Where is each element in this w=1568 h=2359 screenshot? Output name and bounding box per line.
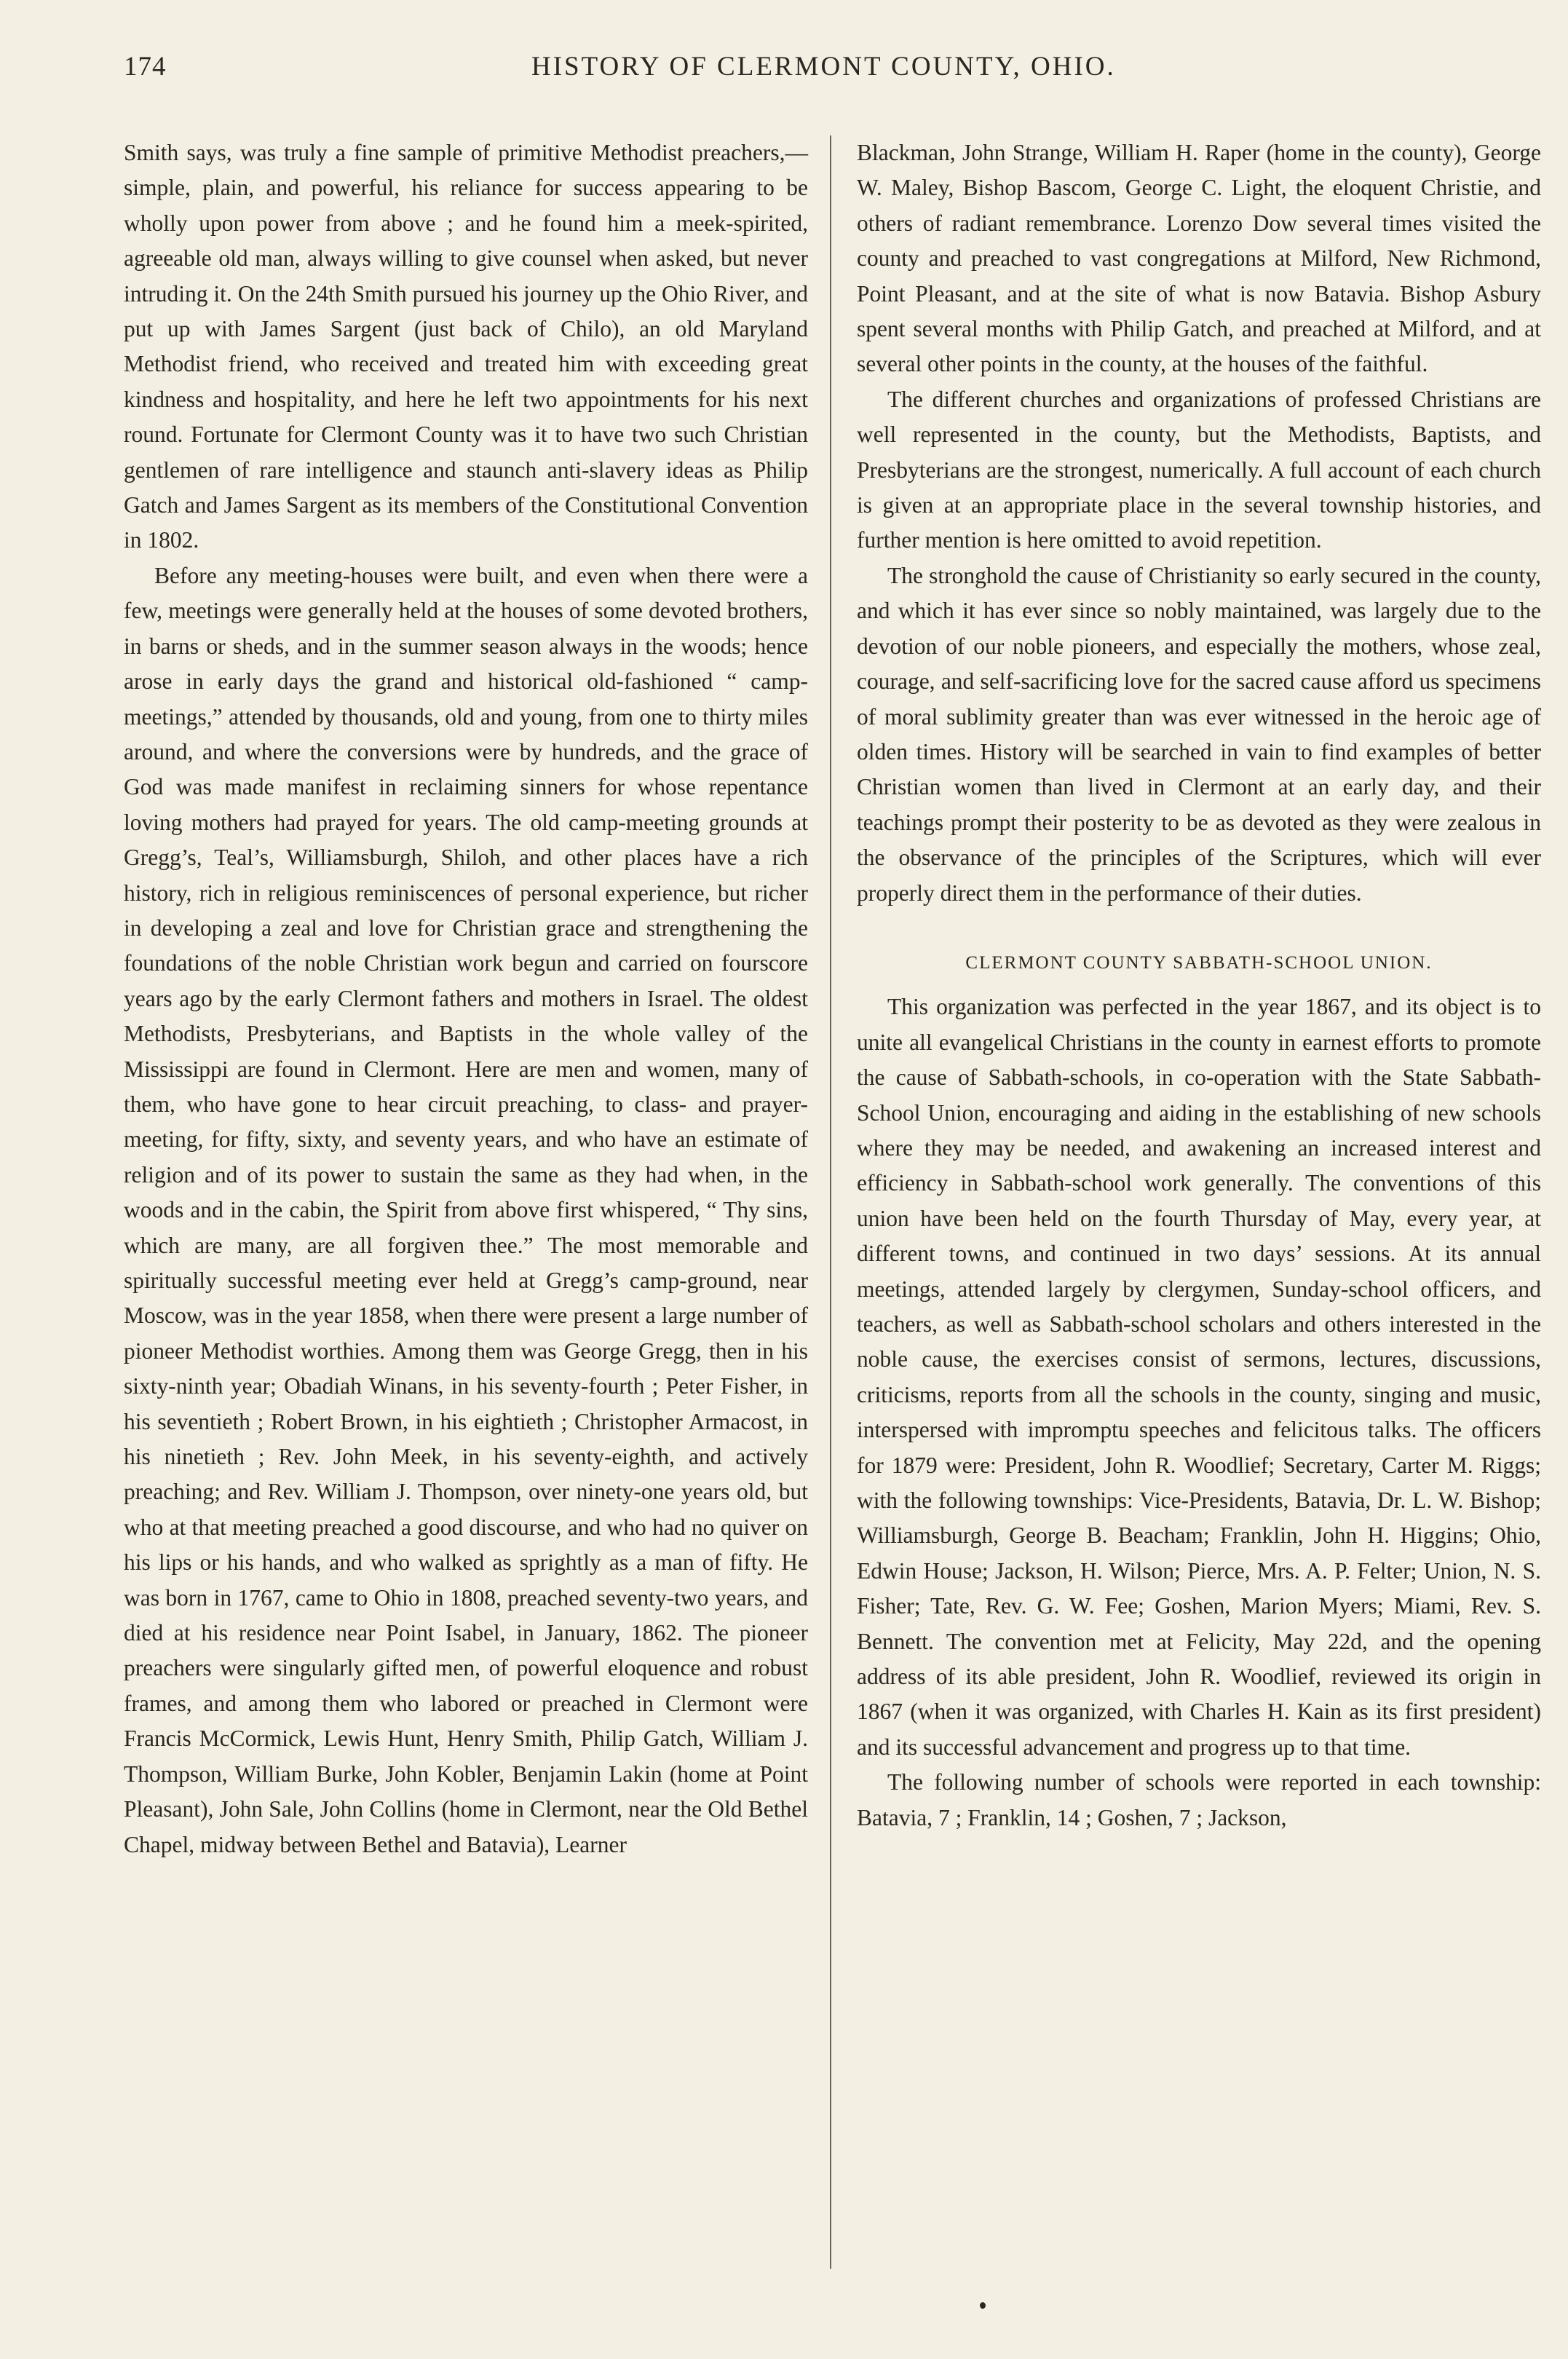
page-number: 174 [124, 52, 167, 82]
left-column [124, 135, 808, 1862]
section-paragraph-2: The following number of schools were reported in each township: Batavia, 7 ; Franklin, 14 ; Goshen, 7 ; Jackson, [857, 1769, 1541, 1830]
section-paragraph-1: This organization was perfected in the year 1867, and its object is to unite all evangelical Christians in the county in earnest efforts to promote the cause of Sabbath-schools, in co-operation with the State Sabbath-School Union, encouraging and aiding in the establishing of new schools where they may be needed, and awakening an increased interest and efficiency in Sabbath-school work generally. The conventions of this union have been held on the fourth Thursday of May, every year, at different towns, and continued in two days’ sessions. At its annual meetings, attended largely by clergymen, Sunday-school officers, and teachers, as well as Sabbath-school scholars and others interested in the noble cause, the exercises consist of sermons, lectures, discussions, criticisms, reports from all the schools in the county, singing and music, interspersed with impromptu speeches and felicitous talks. The officers for 1879 were: President, John R. Woodlief; Secretary, Carter M. Riggs; with the following townships: Vice-Presidents, Batavia, Dr. L. W. Bishop; Williamsburgh, George B. Beacham; Franklin, John H. Higgins; Ohio, Edwin House; Jackson, H. Wilson; Pierce, Mrs. A. P. Felter; Union, N. S. Fisher; Tate, Rev. G. W. Fee; Goshen, Marion Myers; Miami, Rev. S. Bennett. The convention met at Felicity, May 22d, and the opening address of its able president, John R. Woodlief, reviewed its origin in 1867 (when it was organized, with Charles H. Kain as its first president) and its successful advancement and progress up to that time. [857, 994, 1541, 1760]
left-paragraph-2: Before any meeting-houses were built, and even when there were a few, meetings were generally held at the houses of some devoted brothers, in barns or sheds, and in the summer season always in the woods; hence arose in early days the grand and historical old-fashioned “ camp-meetings,” attended by thousands, old and young, from one to thirty miles around, and where the conversions were by hundreds, and the grace of God was made manifest in reclaiming sinners for whose repentance loving mothers had prayed for years. The old camp-meeting grounds at Gregg’s, Teal’s, Williamsburgh, Shiloh, and other places have a rich history, rich in religious reminiscences of personal experience, but richer in developing a zeal and love for Christian grace and strengthening the foundations of the noble Christian work begun and carried on fourscore years ago by the early Clermont fathers and mothers in Israel. The oldest Methodists, Presbyterians, and Baptists in the whole valley of the Mississippi are found in Clermont. Here are men and women, many of them, who have gone to hear circuit preaching, to class- and prayer-meeting, for fifty, sixty, and seventy years, and who have an estimate of religion and of its power to sustain the same as they had when, in the woods and in the cabin, the Spirit from above first whispered, “ Thy sins, which are many, are all forgiven thee.” The most memorable and spiritually successful meeting ever held at Gregg’s camp-ground, near Moscow, was in the year 1858, when there were present a large number of pioneer Methodist worthies. Among them was George Gregg, then in his sixty-ninth year; Obadiah Winans, in his seventy-fourth ; Peter Fisher, in his seventieth ; Robert Brown, in his eightieth ; Christopher Armacost, in his ninetieth ; Rev. John Meek, in his seventy-eighth, and actively preaching; and Rev. William J. Thompson, over ninety-one years old, but who at that meeting preached a good discourse, and who had no quiver on his lips or his hands, and who walked as sprightly as a man of fifty. He was born in 1767, came to Ohio in 1808, preached seventy-two years, and died at his residence near Point Isabel, in January, 1862. The pioneer preachers were singularly gifted men, of powerful eloquence and robust frames, and among them who labored or preached in Clermont were Francis McCormick, Lewis Hunt, Henry Smith, Philip Gatch, William J. Thompson, William Burke, John Kobler, Benjamin Lakin (home at Point Pleasant), John Sale, John Collins (home in Clermont, near the Old Bethel Chapel, midway between Bethel and Batavia), Learner [124, 562, 808, 1857]
running-head [124, 51, 1568, 95]
section-heading: CLERMONT COUNTY SABBATH-SCHOOL UNION. [965, 952, 1433, 973]
right-column [857, 135, 1541, 1836]
right-paragraph-2: The different churches and organizations of professed Christians are well represented in the county, but the Methodists, Baptists, and Presbyterians are the strongest, numerically. A full account of each church is given at an appropriate place in the several township histories, and further mention is here omitted to avoid repetition. [857, 386, 1541, 553]
right-paragraph-1: Blackman, John Strange, William H. Raper (home in the county), George W. Maley, Bishop Bascom, George C. Light, the eloquent Christie, and others of radiant remembrance. Lorenzo Dow several times visited the county and preached to vast congregations at Milford, New Richmond, Point Pleasant, and at the site of what is now Batavia. Bishop Asbury spent several months with Philip Gatch, and preached at Milford, and at several other points in the county, at the houses of the faithful. [857, 140, 1541, 377]
right-paragraph-3: The stronghold the cause of Christianity so early secured in the county, and which it has ever since so nobly maintained, was largely due to the devotion of our noble pioneers, and especially the mothers, whose zeal, courage, and self-sacrificing love for the sacred cause afford us specimens of moral sublimity greater than was ever witnessed in the heroic age of olden times. History will be searched in vain to find examples of better Christian women than lived in Clermont at an early day, and their teachings prompt their posterity to be as devoted as they were zealous in the observance of the principles of the Scriptures, which will ever properly direct them in the performance of their duties. [857, 562, 1541, 906]
running-title: HISTORY OF CLERMONT COUNTY, OHIO. [531, 52, 1116, 82]
ink-speck [980, 2302, 986, 2309]
left-paragraph-1: Smith says, was truly a fine sample of primitive Methodist preachers,—simple, plain, and powerful, his reliance for success appearing to be wholly upon power from above ; and he found him a meek-spirited, agreeable old man, always willing to give counsel when asked, but never intruding it. On the 24th Smith pursued his journey up the Ohio River, and put up with James Sargent (just back of Chilo), an old Maryland Methodist friend, who received and treated him with exceeding great kindness and hospitality, and here he left two appointments for his next round. Fortunate for Clermont County was it to have two such Christian gentlemen of rare intelligence and staunch anti-slavery ideas as Philip Gatch and James Sargent as its members of the Constitutional Convention in 1802. [124, 140, 808, 553]
column-divider [830, 135, 831, 2269]
